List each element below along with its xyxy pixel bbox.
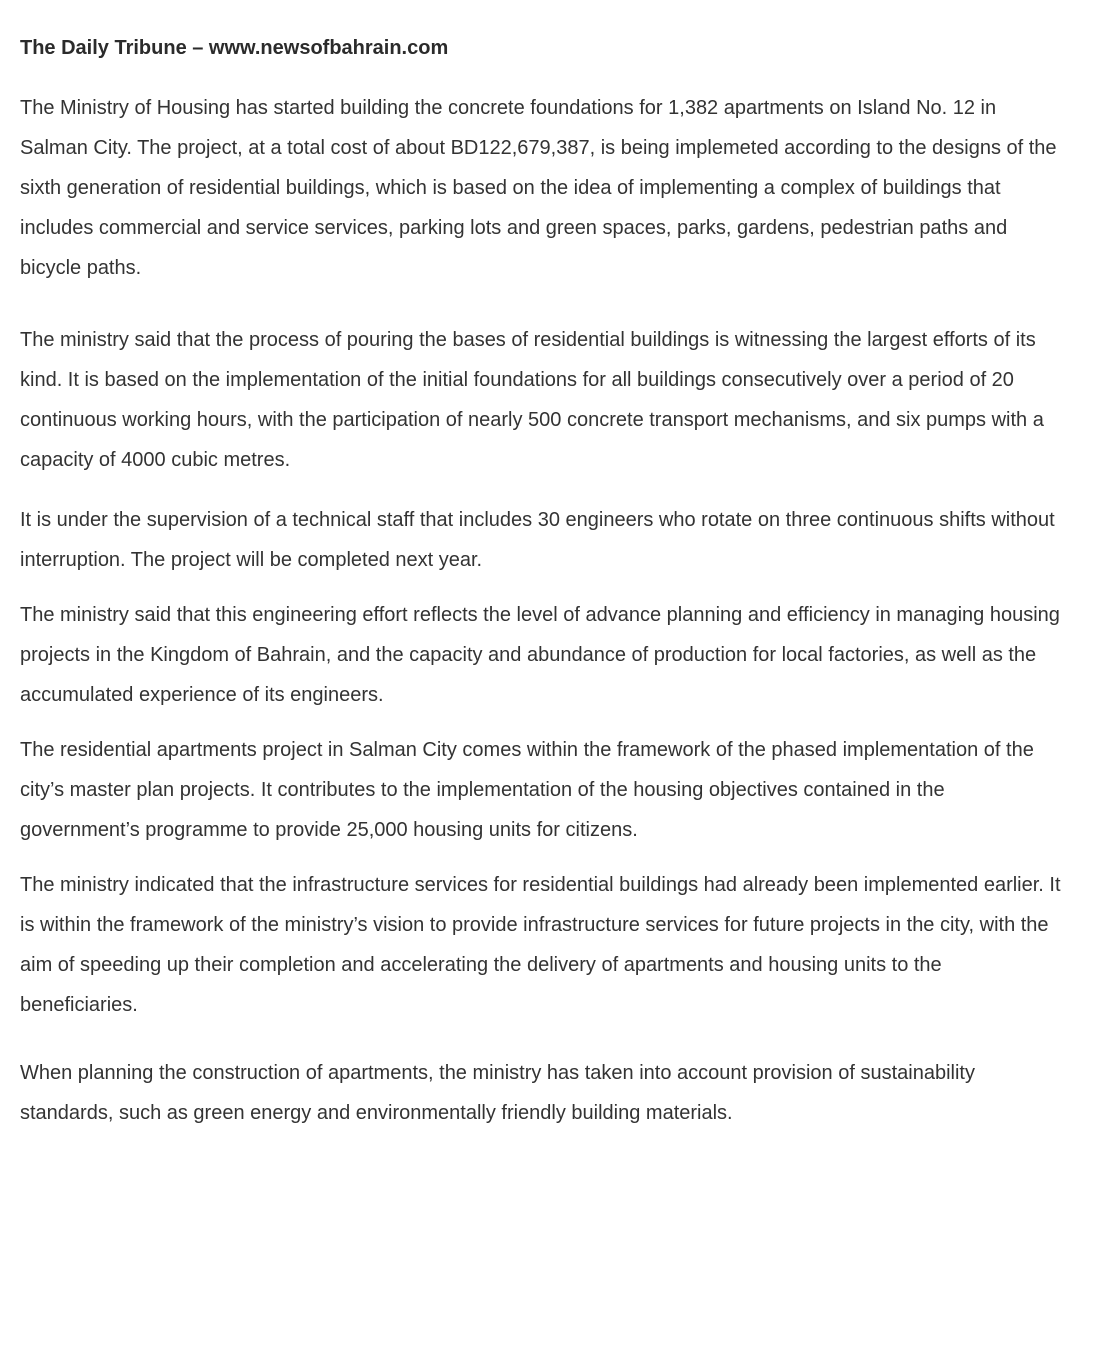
article-paragraph: The ministry said that this engineering effort reflects the level of advance planning and efficiency in managing housing projects in the Kingdom of Bahrain, and the capacity and abundance of production for local factories, as well as the accumulated experience of its engineers. xyxy=(20,604,1060,706)
article-body xyxy=(20,88,1076,1133)
article-paragraph: The Ministry of Housing has started building the concrete foundations for 1,382 apartments on Island No. 12 in Salman City. The project, at a total cost of about BD122,679,387, is being implemeted according to the designs of the sixth generation of residential buildings, which is based on the idea of implementing a complex of buildings that includes commercial and service services, parking lots and green spaces, parks, gardens, pedestrian paths and bicycle paths. xyxy=(20,97,1057,279)
article-paragraph: The ministry said that the process of pouring the bases of residential buildings is witnessing the largest efforts of its kind. It is based on the implementation of the initial foundations for all buildings consecutively over a period of 20 continuous working hours, with the participation of nearly 500 concrete transport mechanisms, and six pumps with a capacity of 4000 cubic metres. xyxy=(20,329,1044,471)
article-source-line: The Daily Tribune – www.newsofbahrain.com xyxy=(20,37,449,59)
article-paragraph: The ministry indicated that the infrastructure services for residential buildings had already been implemented earlier. It is within the framework of the ministry’s vision to provide infrastructure services for future projects in the city, with the aim of speeding up their completion and accelerating the delivery of apartments and housing units to the beneficiaries. xyxy=(20,874,1061,1016)
article-paragraph: When planning the construction of apartments, the ministry has taken into account provision of sustainability standards, such as green energy and environmentally friendly building materials. xyxy=(20,1062,975,1124)
article-paragraph: The residential apartments project in Salman City comes within the framework of the phased implementation of the city’s master plan projects. It contributes to the implementation of the housing objectives contained in the government’s programme to provide 25,000 housing units for citizens. xyxy=(20,739,1034,841)
article-paragraph: It is under the supervision of a technical staff that includes 30 engineers who rotate on three continuous shifts without interruption. The project will be completed next year. xyxy=(20,509,1055,571)
